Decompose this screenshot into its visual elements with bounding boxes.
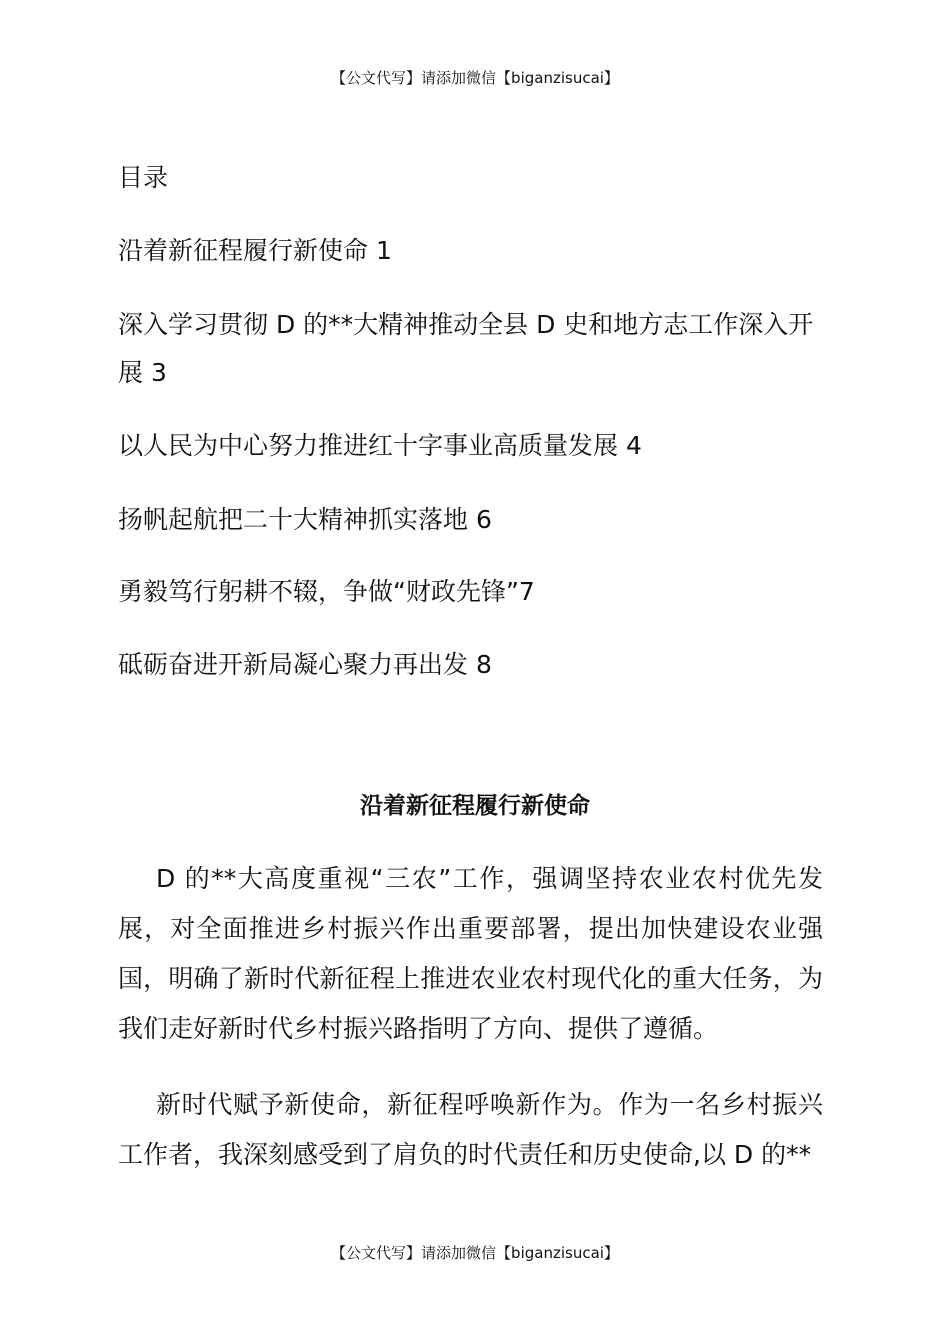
- page-footer-watermark: 【公文代写】请添加微信【biganzisucai】: [331, 1244, 619, 1262]
- toc-item: 以人民为中心努力推进红十字事业高质量发展 4: [118, 431, 642, 460]
- toc-item: 深入学习贯彻 D 的**大精神推动全县 D 史和地方志工作深入开展 3: [118, 310, 814, 387]
- toc-title: 目录: [118, 163, 169, 192]
- toc-item: 砥砺奋进开新局凝心聚力再出发 8: [118, 650, 492, 679]
- page-header-watermark: 【公文代写】请添加微信【biganzisucai】: [331, 69, 619, 87]
- toc-item: 沿着新征程履行新使命 1: [118, 236, 392, 265]
- article-paragraph: 新时代赋予新使命，新征程呼唤新作为。作为一名乡村振兴工作者，我深刻感受到了肩负的时代责任和历史使命,以 D 的**: [118, 1090, 823, 1169]
- article-title: 沿着新征程履行新使命: [360, 793, 590, 819]
- toc-item: 勇毅笃行躬耕不辍，争做“财政先锋”7: [118, 577, 535, 606]
- toc-item: 扬帆起航把二十大精神抓实落地 6: [118, 505, 492, 534]
- article-paragraph: D 的**大高度重视“三农”工作，强调坚持农业农村优先发展，对全面推进乡村振兴作出重要部署，提出加快建设农业强国，明确了新时代新征程上推进农业农村现代化的重大任务，为我们走好新时代乡村振兴路指明了方向、提供了遵循。: [118, 864, 823, 1043]
